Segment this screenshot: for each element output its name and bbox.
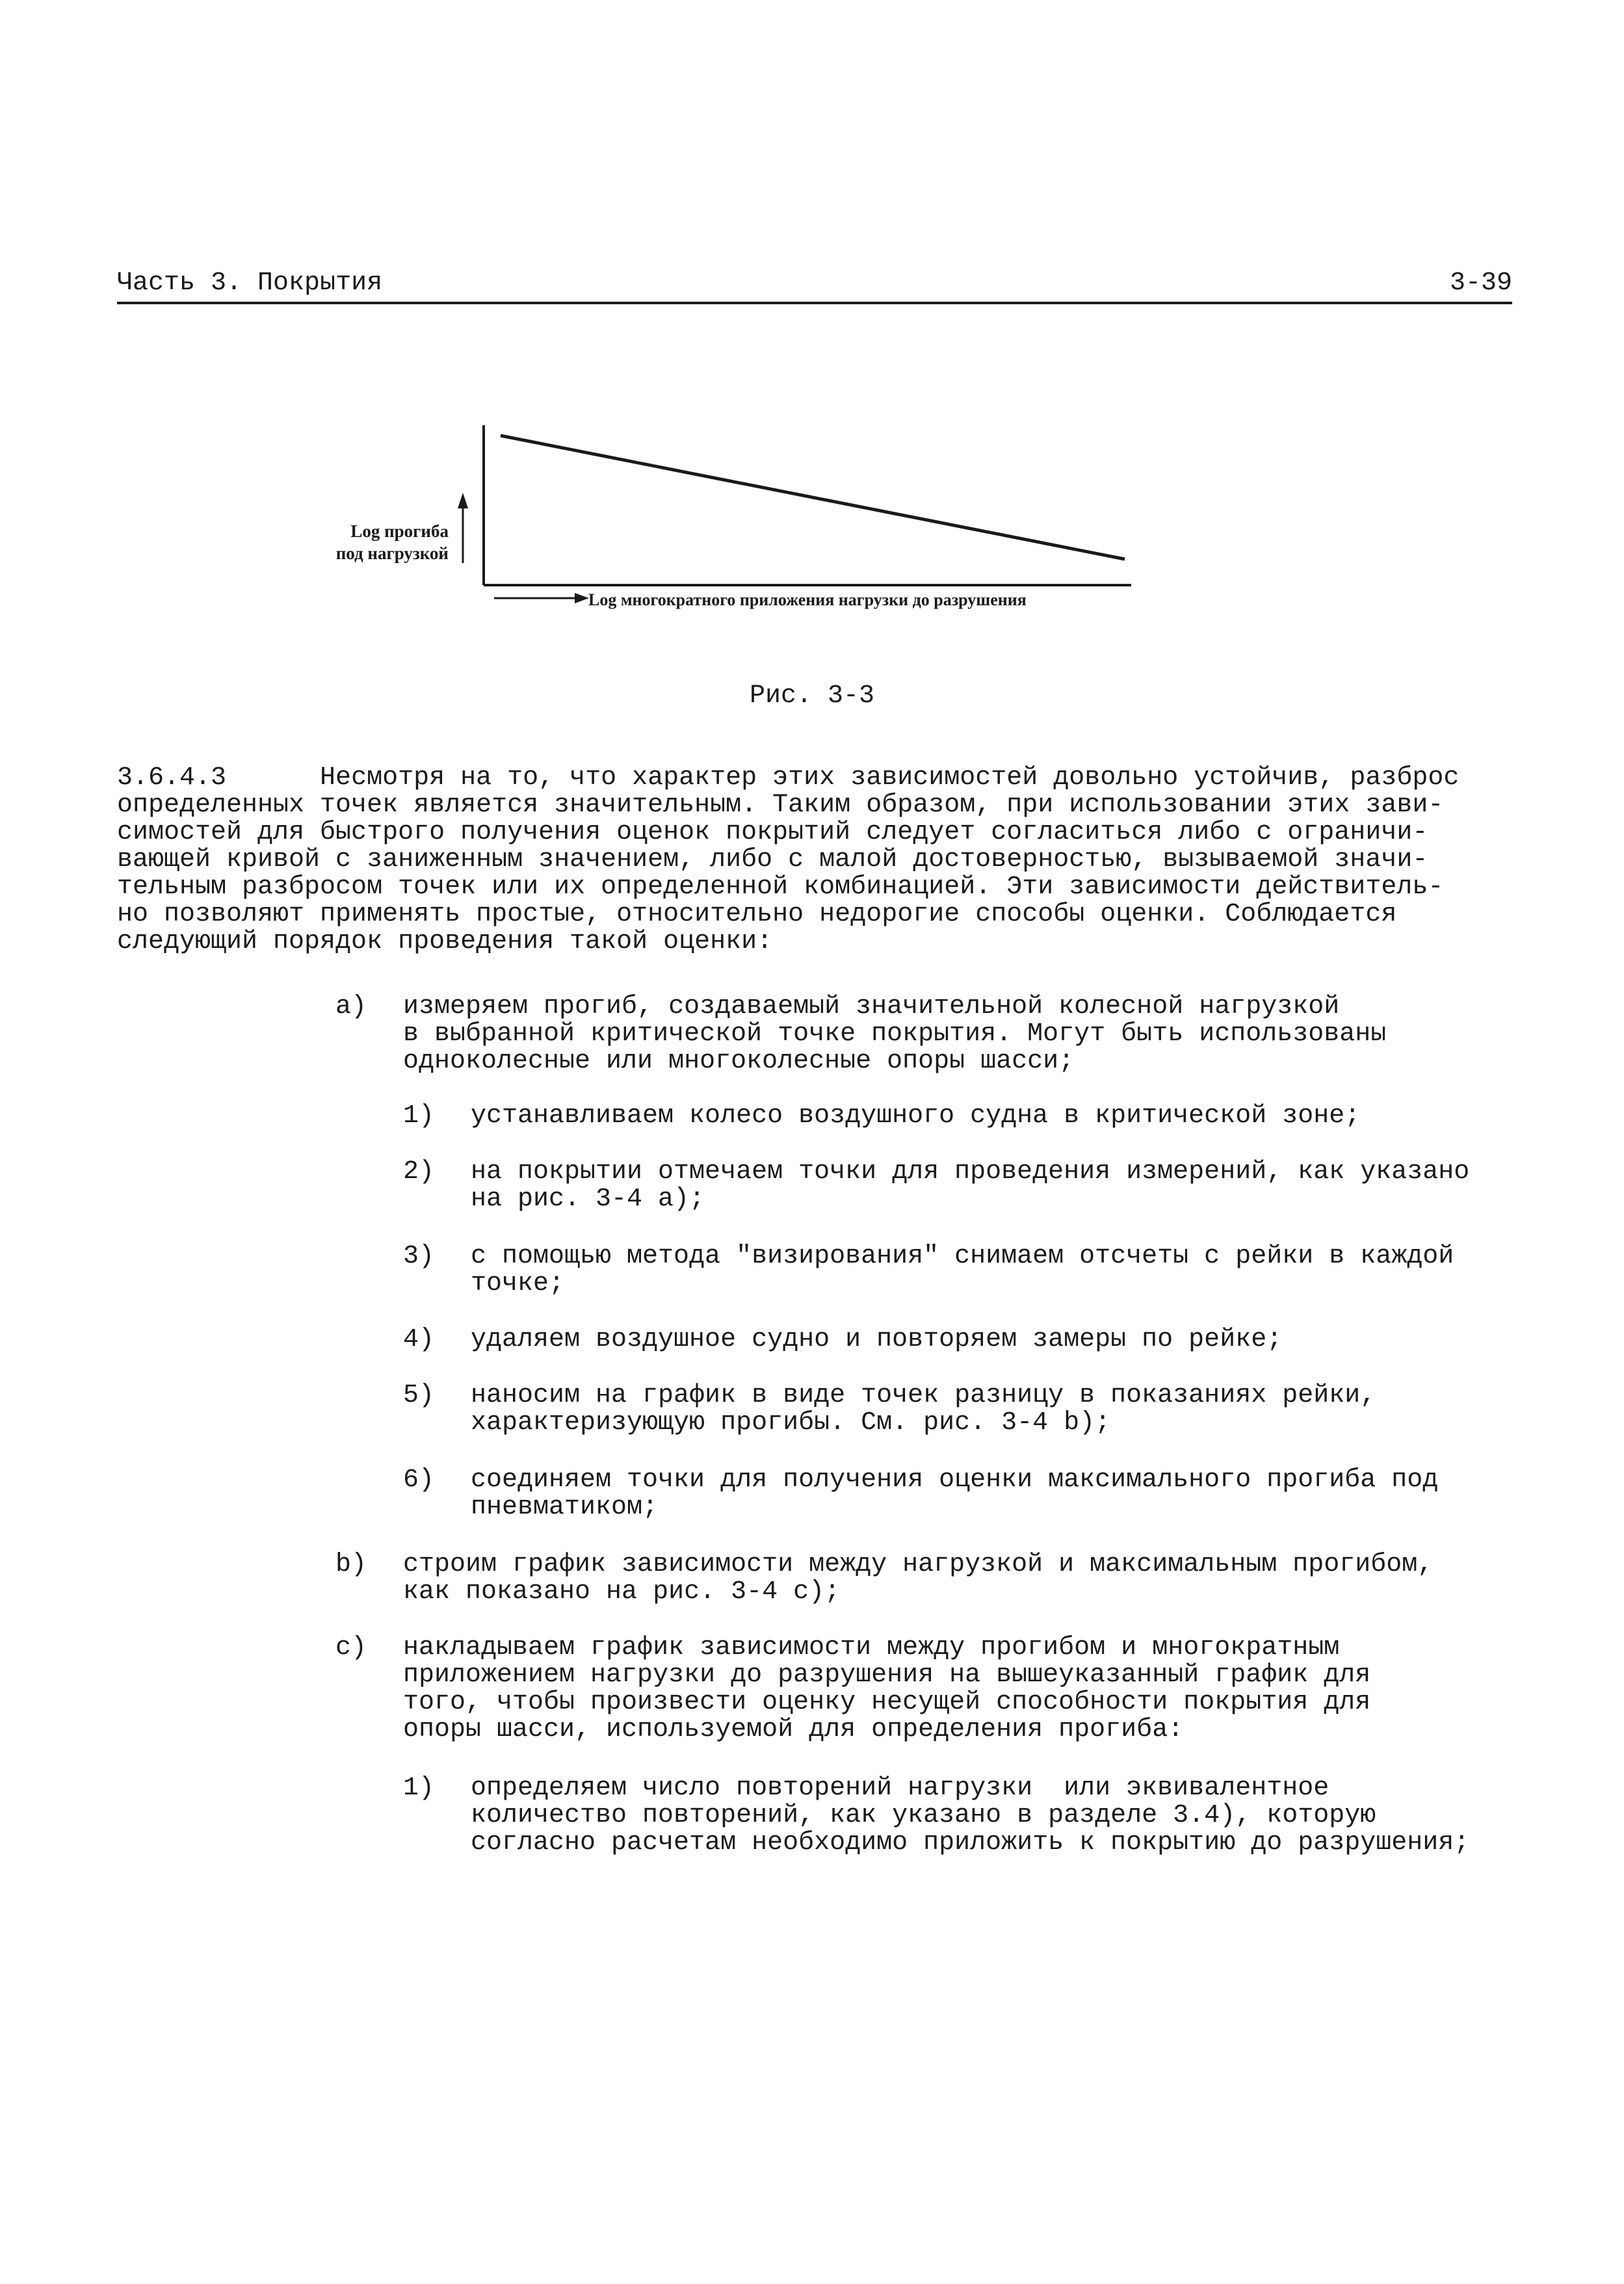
list-item-text: с помощью метода "визирования" снимаем отсчеты с рейки в каждой точке; xyxy=(471,1242,1454,1298)
header-part: Часть 3. xyxy=(117,269,242,298)
paragraph-line: Несмотря на то, что характер этих зависимостей довольно устойчив, разброс xyxy=(226,763,1460,793)
figure-caption: Рис. 3-3 xyxy=(749,681,875,711)
list-item-text: на покрытии отмечаем точки для проведения измерений, как указано на рис. 3-4 a); xyxy=(471,1157,1470,1214)
y-axis-label-line2: под нагрузкой xyxy=(335,544,449,563)
list-item-marker: 1) xyxy=(403,1774,435,1803)
paragraph-line: тельным разбросом точек или их определенной комбинацией. Эти зависимости действитель- xyxy=(117,873,1444,902)
list-item-text: удаляем воздушное судно и повторяем замеры по рейке; xyxy=(471,1325,1283,1354)
list-item-marker: 2) xyxy=(403,1157,435,1187)
list-item-text: измеряем прогиб, создаваемый значительной колесной нагрузкой в выбранной критической точке покрытия. Могут быть использованы одноколесные или многоколесные опоры шасси; xyxy=(403,992,1387,1076)
list-item-text: определяем число повторений нагрузки или эквивалентное количество повторений, как указано в разделе 3.4), которую согласно расчетам необходимо приложить к покрытию до разрушения; xyxy=(471,1774,1470,1857)
list-item-text: строим график зависимости между нагрузкой и максимальным прогибом, как показано на рис. 3-4 c); xyxy=(403,1550,1434,1607)
y-axis-label-line1: Log прогиба xyxy=(350,521,449,541)
header-section: Покрытия xyxy=(257,269,383,298)
paragraph-line: симостей для быстрого получения оценок покрытий следует согласиться либо с ограничи- xyxy=(117,818,1428,847)
x-axis-label: Log многократного приложения нагрузки до разрушения xyxy=(588,590,1027,609)
list-item-marker: 4) xyxy=(403,1325,435,1354)
header-title xyxy=(117,269,382,298)
list-item-text: соединяем точки для получения оценки максимального прогиба под пневматиком; xyxy=(471,1465,1439,1522)
paragraph-line: определенных точек является значительным. Таким образом, при использовании этих зави- xyxy=(117,791,1444,820)
paragraph-line: вающей кривой с заниженным значением, либо с малой достоверностью, вызываемой значи- xyxy=(117,845,1428,874)
list-item-marker: b) xyxy=(335,1550,367,1579)
list-item-marker: 6) xyxy=(403,1465,435,1495)
page-number: 3-39 xyxy=(1449,269,1512,298)
list-item-text: устанавливаем колесо воздушного судна в критической зоне; xyxy=(471,1101,1361,1131)
y-label-arrow-head xyxy=(458,493,468,508)
list-item-marker: 1) xyxy=(403,1101,435,1131)
paragraph-number: 3.6.4.3 xyxy=(117,763,227,793)
list-item-text: накладываем график зависимости между прогибом и многократным приложением нагрузки до разрушения на вышеуказанный график для того, чтобы произвести оценку несущей способности покрытия для опоры шасси, используемой для определения прогиба: xyxy=(403,1633,1371,1744)
paragraph-line: следующий порядок проведения такой оценки: xyxy=(117,927,773,956)
paragraph-line: но позволяют применять простые, относительно недорогие способы оценки. Соблюдается xyxy=(117,900,1397,929)
page-header xyxy=(117,268,1512,304)
list-item-marker: 5) xyxy=(403,1381,435,1410)
list-item-marker: a) xyxy=(335,992,367,1021)
x-label-arrow-head xyxy=(575,593,589,603)
list-item-marker: c) xyxy=(335,1633,367,1662)
y-axis-label xyxy=(273,520,449,564)
list-item-text: наносим на график в виде точек разницу в показаниях рейки, характеризующую прогибы. См. рис. 3-4 b); xyxy=(471,1381,1376,1437)
list-item-marker: 3) xyxy=(403,1242,435,1271)
paragraph-3-6-4-3 xyxy=(117,765,1459,956)
trend-line xyxy=(501,436,1125,559)
